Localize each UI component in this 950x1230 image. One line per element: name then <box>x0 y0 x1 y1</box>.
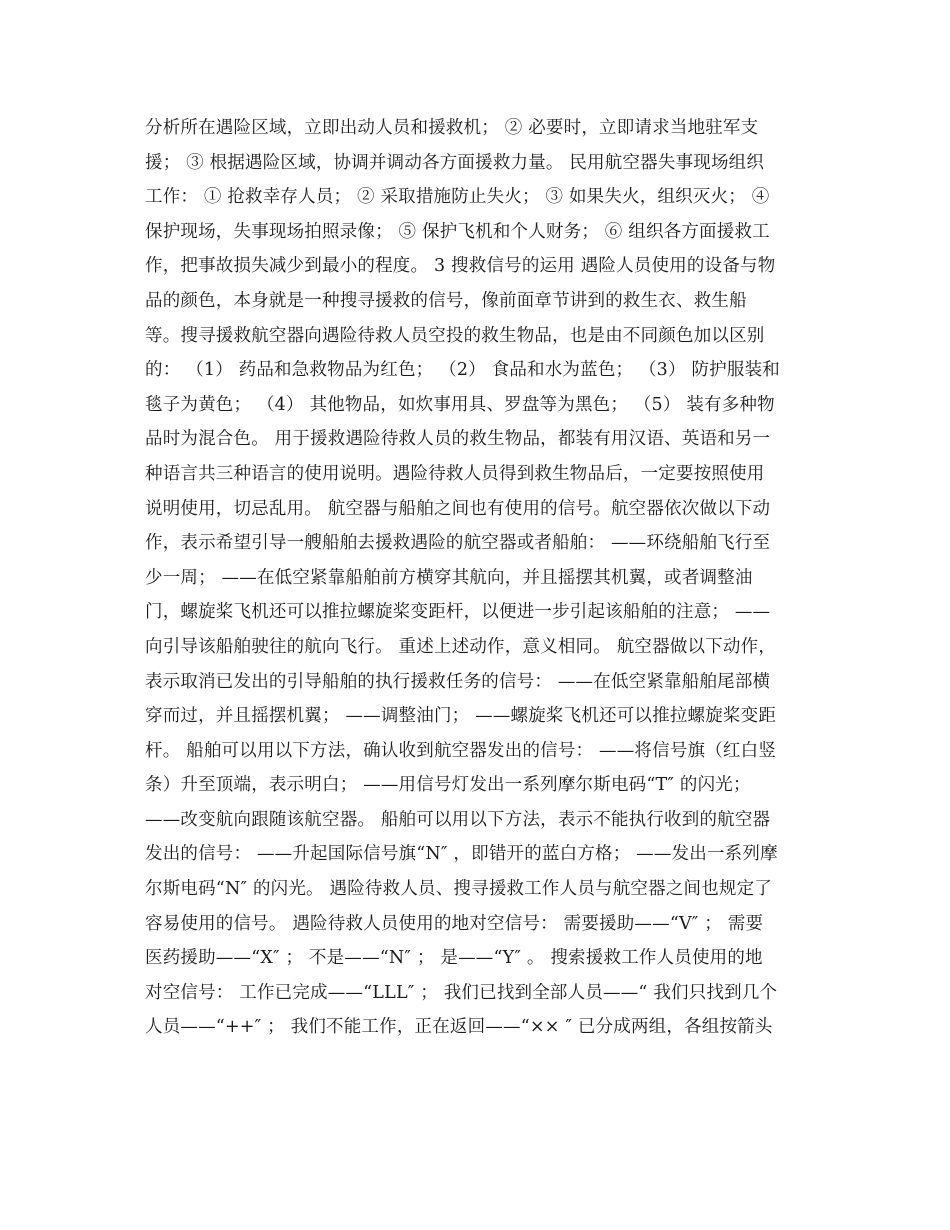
text-line: 工作： ① 抢救幸存人员； ② 采取措施防止失火； ③ 如果失火，组织灭火； ④ <box>145 187 770 208</box>
text-line: 医药援助——“X″ ； 不是——“N″ ； 是——“Y″ 。 搜索援救工作人员使用的地 <box>145 948 763 969</box>
text-line: 向引导该船舶驶往的航向飞行。 重述上述动作，意义相同。 航空器做以下动作， <box>145 636 777 657</box>
text-line: 容易使用的信号。 遇险待救人员使用的地对空信号： 需要援助——“V″ ； 需要 <box>145 913 764 934</box>
text-line: 门，螺旋桨飞机还可以推拉螺旋桨变距杆，以便进一步引起该船舶的注意； —— <box>145 602 771 623</box>
text-line: 毯子为黄色； （4） 其他物品，如炊事用具、罗盘等为黑色； （5） 装有多种物 <box>145 394 775 415</box>
text-line: 品的颜色，本身就是一种搜寻援救的信号，像前面章节讲到的救生衣、救生船 <box>145 290 747 311</box>
text-line: 条）升至顶端，表示明白； ——用信号灯发出一系列摩尔斯电码“T″ 的闪光； <box>145 775 751 796</box>
text-line: 表示取消已发出的引导船舶的执行援救任务的信号： ——在低空紧靠船舶尾部横 <box>145 671 771 692</box>
text-line: 少一周； ——在低空紧靠船舶前方横穿其航向，并且摇摆其机翼，或者调整油 <box>145 567 753 588</box>
text-line: 杆。 船舶可以用以下方法，确认收到航空器发出的信号： ——将信号旗（红白竖 <box>145 740 777 761</box>
text-line: 尔斯电码“N″ 的闪光。 遇险待救人员、搜寻援救工作人员与航空器之间也规定了 <box>145 879 773 900</box>
text-line: 穿而过，并且摇摆机翼； ——调整油门； ——螺旋桨飞机还可以推拉螺旋桨变距 <box>145 706 777 727</box>
text-line: 作，表示希望引导一艘船舶去援救遇险的航空器或者船舶： ——环绕船舶飞行至 <box>145 533 771 554</box>
text-line: 分析所在遇险区域，立即出动人员和援救机； ② 必要时，立即请求当地驻军支 <box>145 118 759 138</box>
text-line: 援； ③ 根据遇险区域，协调并调动各方面援救力量。 民用航空器失事现场组织 <box>145 152 765 173</box>
text-line: ——改变航向跟随该航空器。 船舶可以用以下方法，表示不能执行收到的航空器 <box>145 809 771 830</box>
text-line: 的： （1） 药品和急救物品为红色； （2） 食品和水为蓝色； （3） 防护服装和 <box>145 360 780 381</box>
text-line: 发出的信号： ——升起国际信号旗“N″ ，即错开的蓝白方格； ——发出一系列摩 <box>145 844 778 865</box>
text-line: 种语言共三种语言的使用说明。遇险待救人员得到救生物品后，一定要按照使用 <box>145 463 765 484</box>
text-line: 作，把事故损失减少到最小的程度。 3 搜救信号的运用 遇险人员使用的设备与物 <box>145 256 776 277</box>
body-text <box>145 111 815 1045</box>
text-line: 人员——“++″ ； 我们不能工作，正在返回——“×× ″ 已分成两组，各组按箭头 <box>145 1017 773 1038</box>
text-line: 品时为混合色。 用于援救遇险待救人员的救生物品，都装有用汉语、英语和另一 <box>145 429 771 450</box>
text-line: 保护现场，失事现场拍照录像； ⑤ 保护飞机和个人财务； ⑥ 组织各方面援救工 <box>145 221 770 242</box>
text-line: 说明使用，切忌乱用。 航空器与船舶之间也有使用的信号。航空器依次做以下动 <box>145 498 771 519</box>
text-line: 对空信号： 工作已完成——“LLL″ ； 我们已找到全部人员——“ 我们只找到几个 <box>145 982 778 1003</box>
text-line: 等。搜寻援救航空器向遇险待救人员空投的救生物品，也是由不同颜色加以区别 <box>145 325 765 346</box>
